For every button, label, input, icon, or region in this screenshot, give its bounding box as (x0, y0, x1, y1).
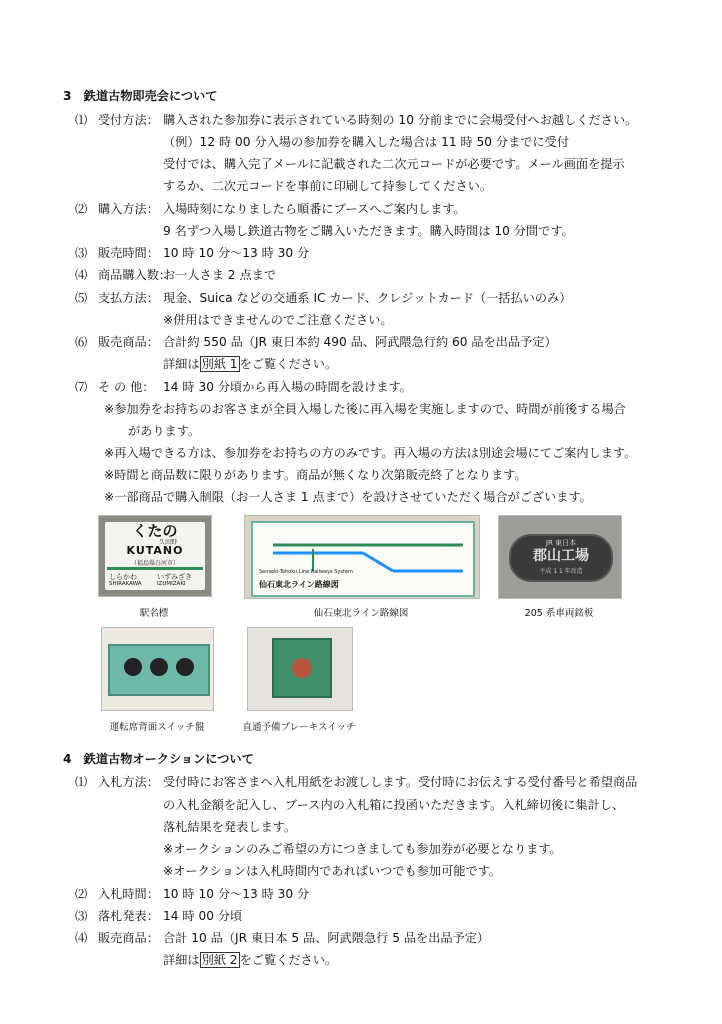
s3-item-7-label: そ の 他： (98, 380, 155, 394)
s4-item-4-label: 販売商品： (98, 931, 159, 945)
s4-item-2-label: 入札時間： (98, 887, 159, 901)
sign-kana: くたの (132, 522, 178, 540)
s3-item-1-cont-2: するか、二次元コードを事前に印刷して持参してください。 (163, 179, 493, 193)
sign-prev-kana: しらかわ (109, 573, 137, 581)
s3-item-1-cont-1: 受付では、購入完了メールに記載された二次元コードが必要です。メール画面を提示 (163, 157, 625, 171)
s4-item-3-label: 落札発表： (98, 909, 159, 923)
s4-item-4-text: 合計 10 品（JR 東日本 5 品、阿武隈急行 5 品を出品予定） (163, 931, 490, 945)
s4-item-1-note-2: ※オークションは入札時間内であればいつでも参加可能です。 (163, 864, 502, 878)
sign-location: （福島県白河市） (130, 560, 179, 567)
s3-item-2-num: ⑵ (75, 202, 88, 216)
switch-knob-right (176, 658, 194, 676)
s3-item-3-num: ⑶ (75, 246, 88, 260)
s3-item-6-text: 合計約 550 品（JR 東日本約 490 品、阿武隈急行約 60 品を出品予定） (163, 335, 557, 349)
station-sign-photo (98, 515, 212, 597)
station-sign (105, 522, 205, 590)
nameplate (509, 534, 613, 582)
s3-item-5-num: ⑸ (75, 291, 88, 305)
s3-item-5-text: 現金、Suica などの交通系 IC カード、クレジットカード（一括払いのみ） (163, 291, 572, 305)
sign-kanji: 久田野 (159, 539, 178, 546)
switch-knob-middle (150, 658, 168, 676)
s4-item-1-label: 入札方法： (98, 775, 159, 789)
s3-item-1-num: ⑴ (75, 113, 88, 127)
photo-3-caption: 205 系車両銘板 (524, 608, 594, 619)
s3-note-1-cont: があります。 (128, 424, 201, 438)
s3-note-2: ※再入場できる方は、参加券をお持ちの方のみです。再入場の方法は別途会場にてご案内します。 (104, 446, 637, 460)
attachment-2-ref: 別紙 2 (201, 953, 238, 967)
plate-factory: 郡山工場 (533, 548, 589, 564)
s3-item-4-num: ⑷ (75, 268, 88, 282)
s4-item-2-num: ⑵ (75, 887, 88, 901)
s4-item-1-cont-2: 落札結果を発表します。 (163, 820, 297, 834)
plate-year: 平成 1 1 年改造 (539, 568, 583, 575)
detail-suffix: をご覧ください。 (239, 953, 338, 967)
s4-item-4-detail (163, 952, 337, 968)
section-4-heading: 4 鉄道古物オークションについて (63, 752, 254, 766)
s4-item-1-note-1: ※オークションのみご希望の方につきましても参加券が必要となります。 (163, 842, 562, 856)
route-line-blue-2 (363, 553, 393, 571)
s4-item-4-num: ⑷ (75, 931, 88, 945)
brake-switch (272, 638, 332, 698)
s3-item-6-num: ⑹ (75, 335, 88, 349)
map-subtitle: Senseki-Tohoku Line Railways System (259, 569, 353, 575)
s4-item-2-text: 10 時 10 分～13 時 30 分 (163, 887, 310, 901)
sign-line-bar (107, 567, 203, 570)
sign-prev-romaji: SHIRAKAWA (109, 581, 142, 587)
s3-item-2-label: 購入方法： (98, 202, 159, 216)
brake-switch-photo (247, 627, 353, 711)
s4-item-1-cont-1: の入札金額を記入し、ブース内の入札箱に投函いただきます。入札締切後に集計し、 (163, 798, 625, 812)
photo-2-caption: 仙石東北ライン路線図 (313, 608, 409, 619)
s3-item-1-text: 購入された参加券に表示されている時刻の 10 分前までに会場受付へお越しください。 (163, 113, 638, 127)
detail-prefix: 詳細は (163, 357, 200, 371)
attachment-1-ref: 別紙 1 (201, 357, 238, 371)
s3-note-4: ※一部商品で購入制限（お一人さま 1 点まで）を設けさせていただく場合がございます。 (104, 490, 592, 504)
route-map-board (251, 521, 475, 597)
s3-item-3-text: 10 時 10 分～13 時 30 分 (163, 246, 310, 260)
s3-item-4-text: お一人さま 2 点まで (163, 268, 277, 282)
plate-company: JR 東日本 (545, 539, 577, 547)
sign-next-kana: いずみざき (157, 573, 192, 581)
detail-prefix: 詳細は (163, 953, 200, 967)
s3-item-6-label: 販売商品： (98, 335, 159, 349)
s4-item-1-text: 受付時にお客さまへ入札用紙をお渡しします。受付時にお伝えする受付番号と希望商品 (163, 775, 638, 789)
photo-4-caption: 運転席背面スイッチ盤 (109, 722, 205, 733)
s4-item-3-num: ⑶ (75, 909, 88, 923)
brake-button (292, 658, 312, 678)
s3-item-7-text: 14 時 30 分頃から再入場の時間を設けます。 (163, 380, 412, 394)
switch-knob-left (124, 658, 142, 676)
map-title: 仙石東北ライン路線図 (259, 580, 339, 589)
nameplate-photo (498, 515, 622, 599)
s3-item-6-detail (163, 356, 337, 372)
s3-item-3-label: 販売時間： (98, 246, 159, 260)
s3-item-2-text: 入場時刻になりましたら順番にブースへご案内します。 (163, 202, 466, 216)
sign-next-romaji: IZUMIZAKI (157, 581, 186, 587)
sign-romaji: KUTANO (126, 544, 184, 557)
photo-5-caption: 直通予備ブレーキスイッチ (242, 722, 356, 733)
s3-note-3: ※時間と商品数に限りがあります。商品が無くなり次第販売終了となります。 (104, 468, 527, 482)
s3-item-4-label: 商品購入数： (98, 268, 172, 282)
s3-item-2-cont: 9 名ずつ入場し鉄道古物をご購入いただきます。購入時間は 10 分間です。 (163, 224, 574, 238)
s3-note-1: ※参加券をお持ちのお客さまが全員入場した後に再入場を実施しますので、時間が前後する場合 (104, 402, 626, 416)
s3-item-5-label: 支払方法： (98, 291, 159, 305)
s4-item-1-num: ⑴ (75, 775, 88, 789)
s3-item-5-note: ※併用はできませんのでご注意ください。 (163, 313, 393, 327)
section-3-heading: 3 鉄道古物即売会について (63, 89, 218, 103)
s3-item-7-num: ⑺ (75, 380, 88, 394)
route-map-photo (244, 515, 480, 599)
s3-item-1-example: （例）12 時 00 分入場の参加券を購入した場合は 11 時 50 分までに受付 (163, 135, 570, 149)
s3-item-1-label: 受付方法： (98, 113, 159, 127)
s4-item-3-text: 14 時 00 分頃 (163, 909, 243, 923)
photo-1-caption: 駅名標 (139, 608, 169, 619)
detail-suffix: をご覧ください。 (239, 357, 338, 371)
switch-panel (108, 644, 210, 696)
switch-panel-photo (101, 627, 214, 711)
